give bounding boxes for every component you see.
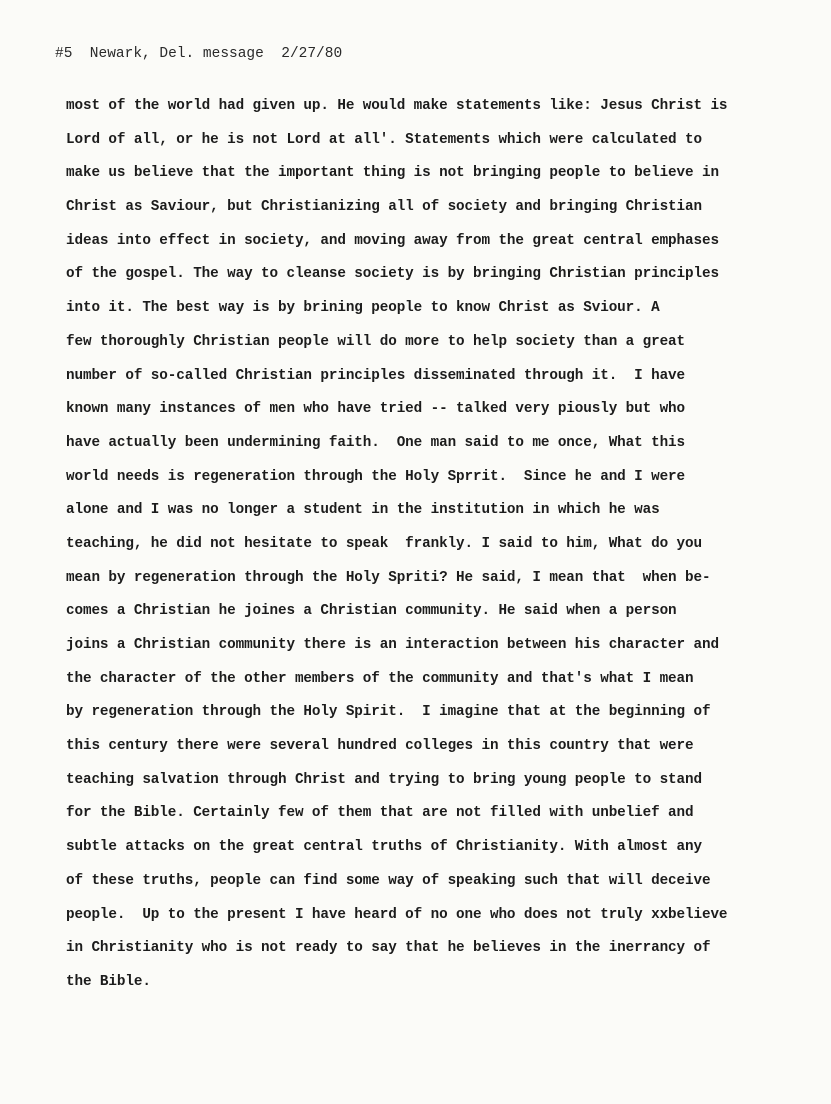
text-line: few thoroughly Christian people will do more to help society than a great bbox=[66, 333, 686, 350]
text-line: teaching, he did not hesitate to speak frankly. I said to him, What do you bbox=[66, 535, 702, 552]
body-text bbox=[66, 95, 786, 1005]
text-line: joins a Christian community there is an interaction between his character and bbox=[66, 637, 719, 653]
text-line: comes a Christian he joines a Christian community. He said when a person bbox=[66, 603, 677, 620]
text-line: for the Bible. Certainly few of them that are not filled with unbelief and bbox=[66, 805, 694, 822]
text-line: known many instances of men who have tried -- talked very piously but who bbox=[66, 401, 686, 418]
text-line: of the gospel. The way to cleanse society is by bringing Christian principles bbox=[66, 266, 719, 283]
text-line: world needs is regeneration through the Holy Sprrit. Since he and I were bbox=[66, 468, 686, 485]
text-line: number of so-called Christian principles disseminated through it. I have bbox=[66, 367, 686, 384]
text-line: make us believe that the important thing is not bringing people to believe in bbox=[66, 165, 719, 182]
text-line: this century there were several hundred colleges in this country that were bbox=[66, 738, 694, 755]
text-line: Lord of all, or he is not Lord at all'. Statements which were calculated to bbox=[66, 131, 702, 148]
text-line: Christ as Saviour, but Christianizing all of society and bringing Christian bbox=[66, 199, 702, 216]
text-line: people. Up to the present I have heard of no one who does not truly xxbelieve bbox=[66, 906, 728, 923]
text-line: have actually been undermining faith. One man said to me once, What this bbox=[66, 434, 686, 451]
text-line: ideas into effect in society, and moving away from the great central emphases bbox=[66, 232, 719, 249]
text-line: alone and I was no longer a student in the institution in which he was bbox=[66, 502, 660, 519]
text-line: into it. The best way is by brining people to know Christ as Sviour. A bbox=[66, 300, 660, 317]
text-line: subtle attacks on the great central truths of Christianity. With almost any bbox=[66, 839, 702, 856]
page-header: #5 Newark, Del. message 2/27/80 bbox=[55, 46, 343, 62]
text-line: in Christianity who is not ready to say that he believes in the inerrancy of bbox=[66, 940, 711, 957]
text-line: of these truths, people can find some way of speaking such that will deceive bbox=[66, 872, 711, 889]
text-line: mean by regeneration through the Holy Spriti? He said, I mean that when be- bbox=[66, 569, 711, 586]
text-line: teaching salvation through Christ and trying to bring young people to stand bbox=[66, 771, 702, 788]
text-line: by regeneration through the Holy Spirit. I imagine that at the beginning of bbox=[66, 704, 711, 721]
text-line: the Bible. bbox=[66, 973, 151, 990]
text-line: the character of the other members of the community and that's what I mean bbox=[66, 670, 694, 687]
text-line: most of the world had given up. He would make statements like: Jesus Christ is bbox=[66, 98, 728, 114]
